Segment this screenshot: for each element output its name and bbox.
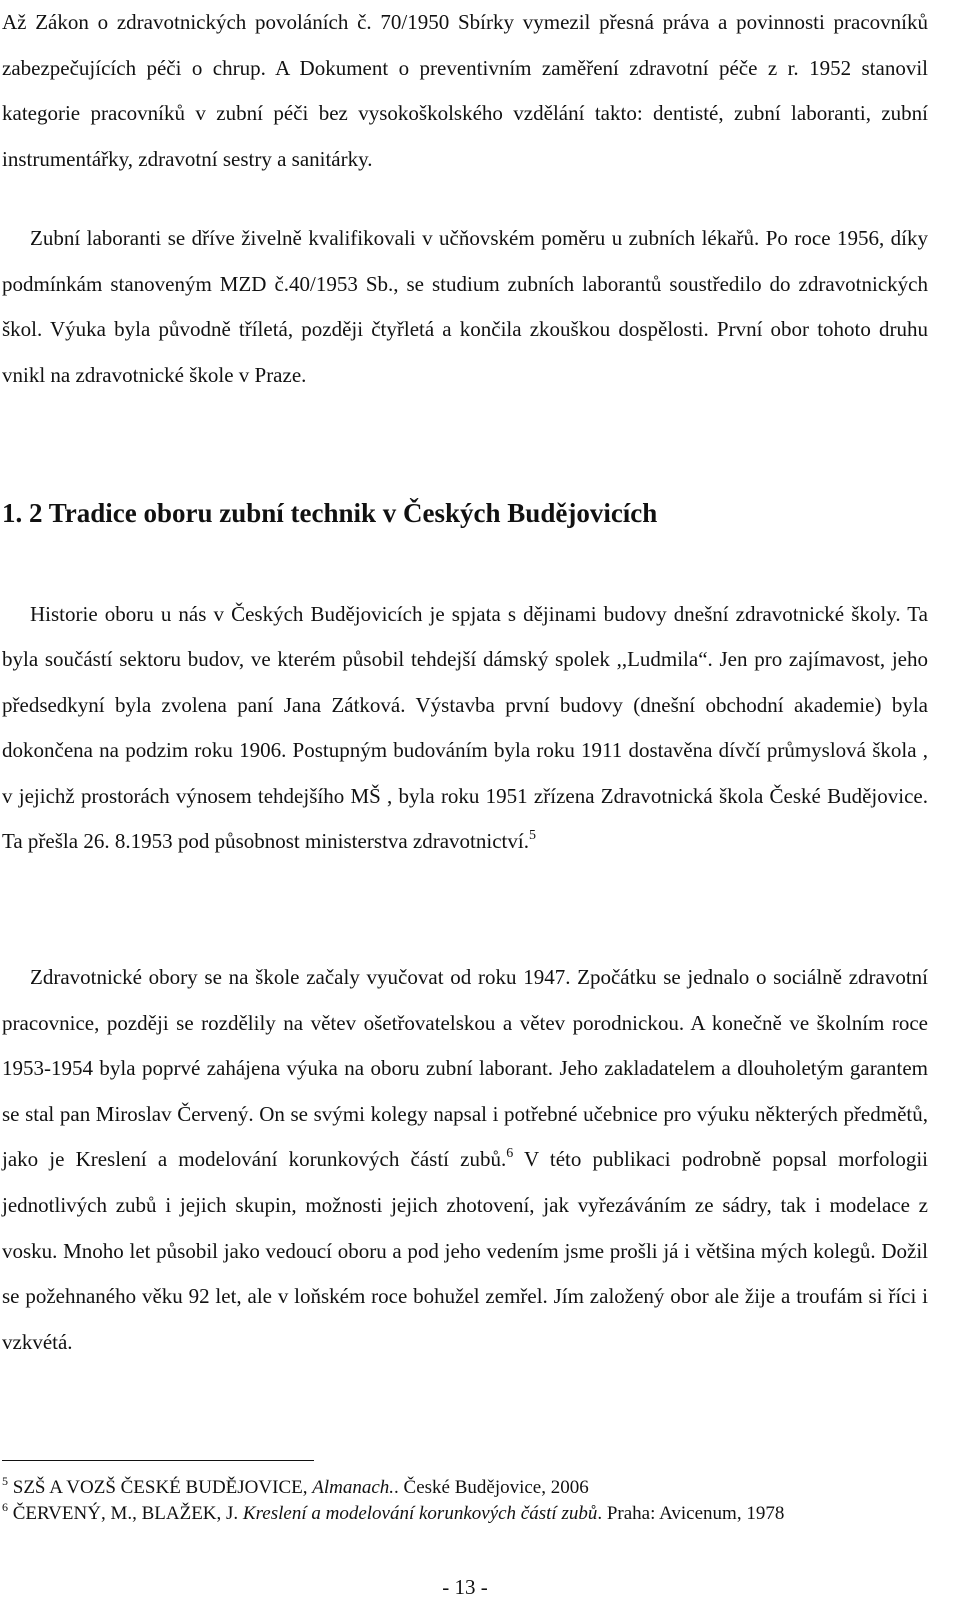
paragraph-historie (2, 592, 928, 864)
footnote-author: ČERVENÝ, M., BLAŽEK, J. (12, 1503, 239, 1524)
section-heading: 1. 2 Tradice oboru zubní technik v Českých Budějovicích (2, 498, 658, 528)
paragraph-zdravotnicke-obory (2, 955, 928, 1365)
paragraph-zakon: Až Zákon o zdravotnických povoláních č. 70/1950 Sbírky vymezil přesná práva a povinnosti pracovníků zabezpečujících péči o chrup. A Dokument o preventivním zaměření zdravotní péče z r. 1952 stanovil kategorie pracovníků v zubní péči bez vysokoškolského vzdělání takto: dentisté, zubní laboranti, zubní instrumentářky, zdravotní sestry a sanitárky. (2, 10, 928, 171)
footnote-title: Almanach. (312, 1477, 395, 1498)
paragraph-zdravotnicke-obory-text-b: V této publikaci podrobně popsal morfologii jednotlivých zubů i jejich skupin, možnosti jejich zhotovení, jak vyřezáváním ze sádry, tak i modelace z vosku. Mnoho let působil jako vedoucí oboru a pod jeho vedením jsme prošli já i většina mých kolegů. Dožil se požehnaného věku 92 let, ale v loňském roce bohužel zemřel. Jím založený obor ale žije a troufám si říci i vzkvétá. (2, 1147, 928, 1354)
footnote-publication: . České Budějovice, 2006 (394, 1477, 589, 1498)
footnote-author: SZŠ A VOZŠ ČESKÉ BUDĚJOVICE, (12, 1477, 308, 1498)
footnote-ref-5[interactable]: 5 (528, 828, 536, 844)
page-number: - 13 - (442, 1575, 488, 1599)
footnote-6 (2, 1501, 942, 1527)
footnote-title: Kreslení a modelování korunkových částí zubů (242, 1503, 598, 1524)
footnote-number: 5 (2, 1474, 8, 1488)
footnote-ref-6[interactable]: 6 (506, 1146, 514, 1162)
paragraph-laboranti: Zubní laboranti se dříve živelně kvalifikovali v učňovském poměru u zubních lékařů. Po roce 1956, díky podmínkám stanoveným MZD č.40/1953 Sb., se studium zubních laborantů soustředilo do zdravotnických škol. Výuka byla původně tříletá, později čtyřletá a končila zkouškou dospělosti. První obor tohoto druhu vnikl na zdravotnické škole v Praze. (2, 226, 928, 387)
footnote-publication: . Praha: Avicenum, 1978 (597, 1503, 785, 1524)
footnote-separator (2, 1460, 314, 1461)
paragraph-historie-text: Historie oboru u nás v Českých Budějovicích je spjata s dějinami budovy dnešní zdravotnické školy. Ta byla součástí sektoru budov, ve kterém působil tehdejší dámský spolek ,,Ludmila“. Jen pro zajímavost, jeho předsedkyní byla zvolena paní Jana Zátková. Výstavba první budovy (dnešní obchodní akademie) byla dokončena na podzim roku 1906. Postupným budováním byla roku 1911 dostavěna dívčí průmyslová škola , v jejichž prostorách výnosem tehdejšího MŠ , byla roku 1951 zřízena Zdravotnická škola České Budějovice. Ta přešla 26. 8.1953 pod působnost ministerstva zdravotnictví. (2, 602, 928, 854)
footnote-5 (2, 1475, 942, 1501)
footnote-number: 6 (2, 1500, 8, 1514)
paragraph-zdravotnicke-obory-text-a: Zdravotnické obory se na škole začaly vyučovat od roku 1947. Zpočátku se jednalo o sociálně zdravotní pracovnice, později se rozdělily na větev ošetřovatelskou a větev porodnickou. A konečně ve školním roce 1953-1954 byla poprvé zahájena výuka na oboru zubní laborant. Jeho zakladatelem a dlouholetým garantem se stal pan Miroslav Červený. On se svými kolegy napsal i potřebné učebnice pro výuku některých předmětů, jako je Kreslení a modelování korunkových částí zubů. (2, 965, 928, 1172)
